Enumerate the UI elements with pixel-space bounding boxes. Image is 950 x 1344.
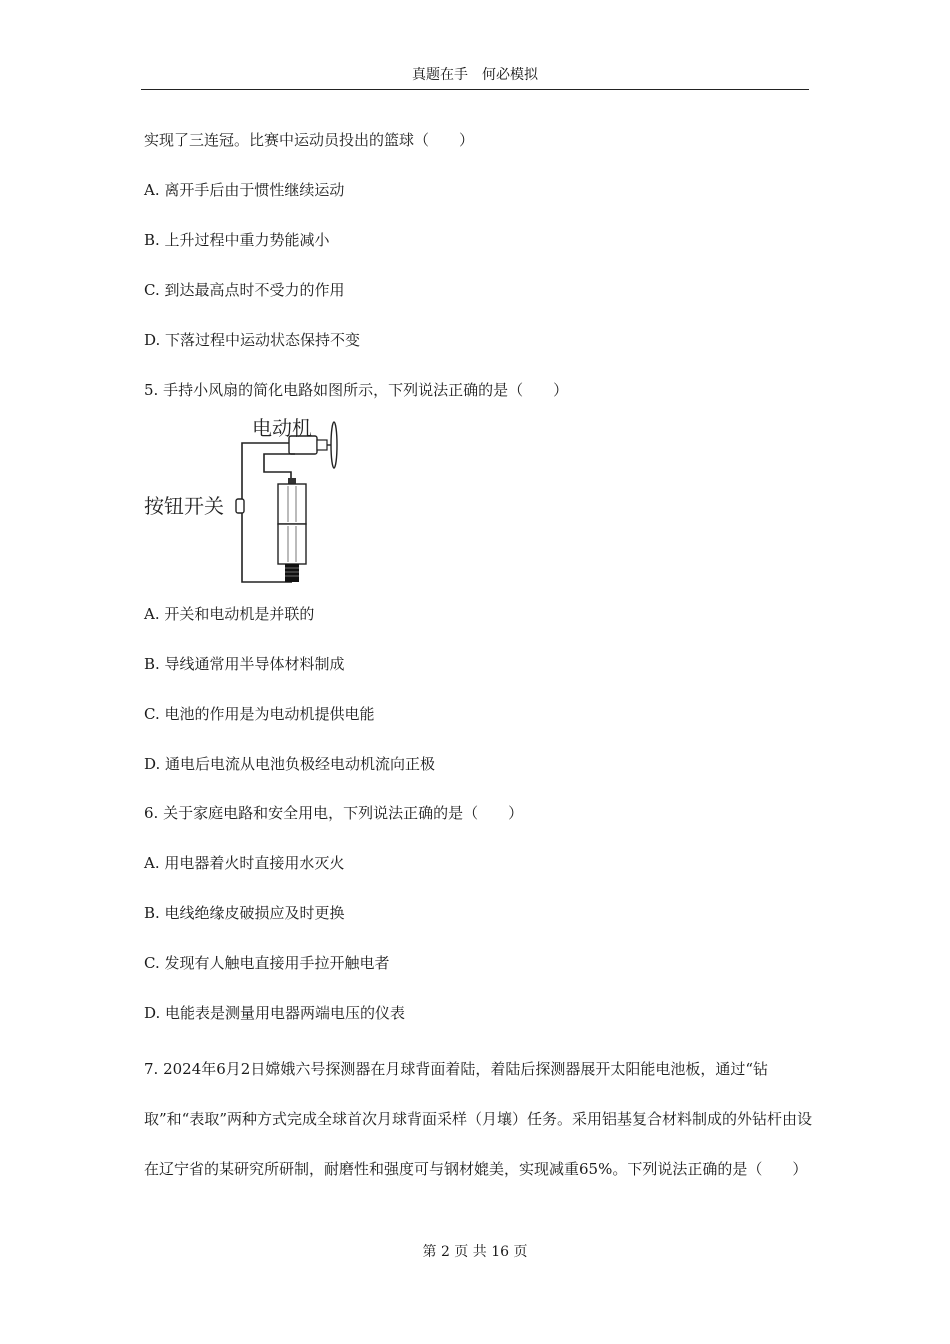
question-5-stem: 5. 手持小风扇的简化电路如图所示，下列说法正确的是（ ） bbox=[144, 381, 569, 399]
q6-option-c: C. 发现有人触电直接用手拉开触电者 bbox=[144, 954, 390, 972]
switch-symbol bbox=[236, 499, 244, 513]
battery-spring bbox=[285, 564, 299, 582]
page-header: 真题在手 何必模拟 bbox=[412, 67, 538, 83]
fan-blade bbox=[331, 422, 337, 468]
q4-option-a: A. 离开手后由于惯性继续运动 bbox=[144, 181, 345, 199]
header-rule bbox=[141, 89, 809, 90]
q4-option-d: D. 下落过程中运动状态保持不变 bbox=[144, 331, 361, 349]
battery-cell-2 bbox=[278, 524, 306, 564]
motor-label: 电动机 bbox=[252, 416, 312, 440]
q4-option-b: B. 上升过程中重力势能减小 bbox=[144, 231, 330, 249]
fan-circuit-figure bbox=[144, 410, 354, 590]
q5-option-b: B. 导线通常用半导体材料制成 bbox=[144, 655, 345, 673]
motor-cap bbox=[317, 440, 327, 450]
battery-cell-1 bbox=[278, 484, 306, 524]
question-7-stem: 7. 2024年6月2日嫦娥六号探测器在月球背面着陆，着陆后探测器展开太阳能电池板，通过“钻取”和“表取”两种方式完成全球首次月球背面采样（月壤）任务。采用铝基复合材料制成的外钻杆由设在辽宁省的某研究所研制，耐磨性和强度可与钢材媲美，实现减重65%。下列说法正确的是（ ） bbox=[144, 1060, 813, 1178]
q5-option-a: A. 开关和电动机是并联的 bbox=[144, 605, 315, 623]
q6-option-a: A. 用电器着火时直接用水灭火 bbox=[144, 854, 345, 872]
q6-option-b: B. 电线绝缘皮破损应及时更换 bbox=[144, 904, 345, 922]
switch-label: 按钮开关 bbox=[144, 494, 224, 518]
circuit-wire-inner bbox=[264, 454, 295, 482]
q5-option-d: D. 通电后电流从电池负极经电动机流向正极 bbox=[144, 755, 436, 773]
question-4-stem-tail: 实现了三连冠。比赛中运动员投出的篮球（ ） bbox=[144, 131, 475, 149]
q4-option-c: C. 到达最高点时不受力的作用 bbox=[144, 281, 345, 299]
question-6-stem: 6. 关于家庭电路和安全用电，下列说法正确的是（ ） bbox=[144, 804, 524, 822]
q5-option-c: C. 电池的作用是为电动机提供电能 bbox=[144, 705, 375, 723]
q6-option-d: D. 电能表是测量用电器两端电压的仪表 bbox=[144, 1004, 406, 1022]
page-footer: 第 2 页 共 16 页 bbox=[422, 1244, 528, 1260]
